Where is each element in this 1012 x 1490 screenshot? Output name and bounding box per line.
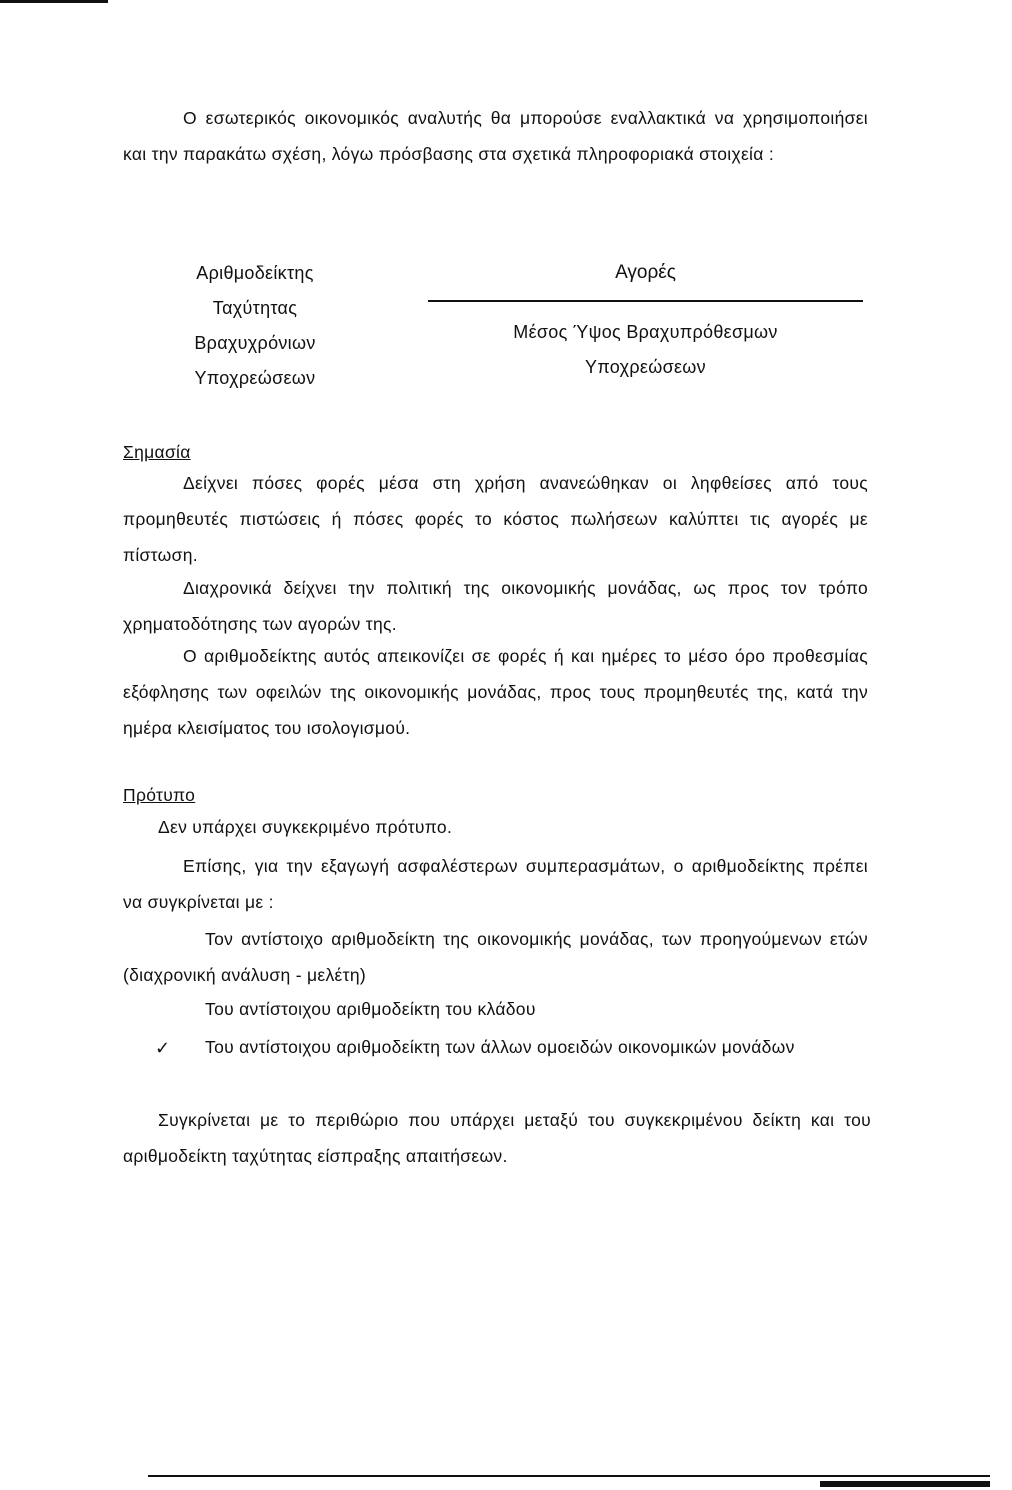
no-standard-text: Δεν υπάρχει συγκεκριμένο πρότυπο. bbox=[158, 817, 453, 837]
significance-title: Σημασία bbox=[123, 442, 191, 462]
formula-denominator bbox=[428, 315, 863, 385]
significance-paragraph: Διαχρονικά δείχνει την πολιτική της οικονομικής μονάδας, ως προς τον τρόπο χρηματοδότησης των αγορών της. bbox=[123, 578, 868, 634]
closing-paragraph: Συγκρίνεται με το περιθώριο που υπάρχει μεταξύ του συγκεκριμένου δείκτη και του αριθμοδείκτη ταχύτητας είσπραξης απαιτήσεων. bbox=[123, 1110, 871, 1166]
standard-title: Πρότυπο bbox=[123, 785, 196, 805]
intro-paragraph: Ο εσωτερικός οικονομικός αναλυτής θα μπορούσε εναλλακτικά να χρησιμοποιήσει και την παρακάτω σχέση, λόγω πρόσβασης στα σχετικά πληροφοριακά στοιχεία : bbox=[123, 108, 868, 164]
formula-numerator: Αγορές bbox=[615, 262, 676, 283]
bottom-rule bbox=[148, 1475, 990, 1477]
comparison-intro: Επίσης, για την εξαγωγή ασφαλέστερων συμπερασμάτων, ο αριθμοδείκτης πρέπει να συγκρίνεται με : bbox=[123, 856, 868, 912]
formula-left-side bbox=[175, 256, 335, 396]
formula-left-line: Υποχρεώσεων bbox=[194, 368, 316, 388]
comparison-item-sector: Του αντίστοιχου αριθμοδείκτη του κλάδου bbox=[205, 999, 536, 1019]
formula-denominator-line: Υποχρεώσεων bbox=[585, 357, 706, 377]
comparison-item-previous-years: Τον αντίστοιχο αριθμοδείκτη της οικονομικής μονάδας, των προηγούμενων ετών (διαχρονική ανάλυση - μελέτη) bbox=[123, 929, 868, 985]
formula-denominator-line: Μέσος Ύψος Βραχυπρόθεσμων bbox=[513, 322, 778, 342]
comparison-item-similar-units: Του αντίστοιχου αριθμοδείκτη των άλλων ομοειδών οικονομικών μονάδων bbox=[205, 1037, 795, 1057]
formula-left-line: Βραχυχρόνιων bbox=[194, 333, 316, 353]
top-rule bbox=[0, 0, 108, 3]
check-mark-icon: ✓ bbox=[155, 1038, 171, 1058]
formula-left-line: Ταχύτητας bbox=[212, 298, 298, 318]
significance-paragraph: Δείχνει πόσες φορές μέσα στη χρήση ανανεώθηκαν οι ληφθείσες από τους προμηθευτές πιστώσεις ή πόσες φορές το κόστος πωλήσεων καλύπτει τις αγορές με πίστωση. bbox=[123, 473, 868, 565]
significance-paragraph: Ο αριθμοδείκτης αυτός απεικονίζει σε φορές ή και ημέρες το μέσο όρο προθεσμίας εξόφλησης των οφειλών της οικονομικής μονάδας, προς τους προμηθευτές της, κατά την ημέρα κλεισίματος του ισολογισμού. bbox=[123, 646, 868, 738]
fraction-line bbox=[428, 300, 863, 302]
bottom-rule-thick bbox=[820, 1481, 990, 1487]
formula-left-line: Αριθμοδείκτης bbox=[196, 263, 314, 283]
